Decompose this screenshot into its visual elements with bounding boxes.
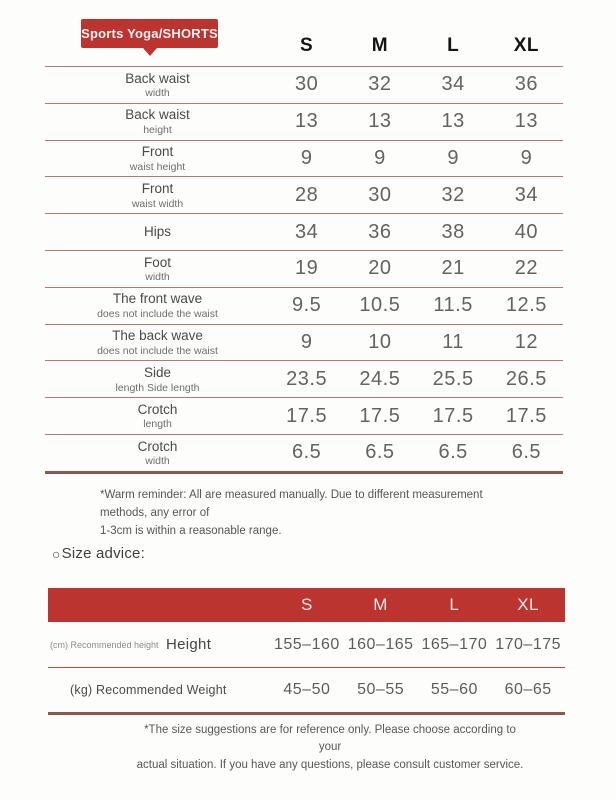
size-header-s: S [300,35,314,56]
footnote-line2: actual situation. If you have any questions, please consult customer service. [136,758,524,771]
size-header-l: L [447,35,460,56]
height-value-s: 155–160 [273,635,340,653]
measurement-value-l: 21 [441,257,465,280]
size-header-m: M [371,35,389,56]
footnote-line1: *The size suggestions are for reference only. Please choose according to your [144,724,516,754]
table-row [45,140,563,177]
advice-header-m: M [373,595,388,614]
recommended-height-row [48,622,565,668]
measurement-label-line1: The back wave [112,328,203,344]
measurement-label [45,144,270,173]
measurement-value-xl: 17.5 [505,404,547,427]
measurement-label-line2: width [145,87,170,100]
weight-row-label [48,668,270,712]
measurement-label-line2: width [145,455,170,468]
table-row [45,103,563,140]
weight-label: (kg) Recommended Weight [70,683,227,697]
measurement-value-m: 30 [368,183,392,206]
measurement-label-line2: height [143,123,172,136]
measurement-value-m: 9 [374,146,386,169]
size-table-rows [45,66,563,471]
weight-value-l: 55–60 [430,681,478,698]
height-label: Height [166,636,212,653]
measurement-label-line1: Foot [143,254,171,270]
measurement-value-s: 6.5 [291,441,322,464]
measurement-label-line1: The front wave [112,291,203,307]
measurement-label [45,328,270,357]
table-row [45,176,563,213]
size-advice-footnote [135,722,525,774]
measurement-value-s: 28 [295,183,319,206]
measurement-label [45,71,270,100]
measurement-value-s: 23.5 [286,367,328,390]
measurement-value-s: 9.5 [291,294,322,317]
weight-value-xl: 60–65 [504,681,552,698]
measurement-value-l: 11.5 [433,294,473,317]
measurement-label-line1: Crotch [137,401,178,417]
height-value-xl: 170–175 [495,635,562,653]
measurement-label-line1: Front [141,181,174,196]
weight-value-m: 50–55 [357,681,405,698]
measurement-label [45,291,270,320]
measurement-value-m: 10.5 [359,294,401,317]
measurement-label-line1: Back waist [125,107,190,123]
measurement-value-l: 6.5 [438,441,468,464]
measurement-value-xl: 26.5 [505,367,547,390]
measurement-value-m: 24.5 [359,367,401,390]
measurement-value-s: 30 [295,73,319,96]
measurement-label [45,255,270,284]
measurement-value-s: 13 [295,110,319,133]
measurement-value-s: 9 [300,146,313,169]
advice-header-s: S [300,595,313,614]
size-advice-heading-text: Size advice: [61,545,145,562]
measurement-label-line1: Side [143,364,172,380]
measurement-value-xl: 12.5 [505,294,547,317]
circle-icon: ○ [52,545,61,562]
measurement-label-line2: width [145,271,170,284]
measurement-label-line2: waist height [129,160,186,173]
advice-table-header-row [48,588,565,622]
measurement-value-xl: 12 [514,330,538,353]
table-row [45,287,563,324]
measurement-value-l: 34 [441,73,465,96]
measurement-label-line2: length Side length [115,381,200,394]
measurement-value-s: 19 [295,257,319,280]
table-row [45,66,563,103]
warm-reminder-line1: *Warm reminder: All are measured manually. Due to different measurement methods, any error of [100,489,483,519]
measurement-label-line1: Front [141,144,174,160]
size-table-header-row [45,26,563,66]
measurement-label-line2: length [143,418,172,431]
measurement-value-xl: 22 [514,257,538,280]
weight-value-s: 45–50 [283,681,331,698]
measurement-value-l: 11 [442,330,464,353]
size-header-xl: XL [513,35,540,56]
advice-header-xl: XL [517,595,540,614]
table-row [45,397,563,434]
measurement-label-line1: Hips [143,224,171,240]
measurement-value-m: 10 [368,330,392,353]
measurement-value-xl: 40 [514,220,538,243]
measurement-value-m: 13 [368,110,392,133]
table-row [45,250,563,287]
advice-header-l: L [449,595,460,614]
measurement-value-m: 20 [368,257,392,280]
warm-reminder-line2: 1-3cm is within a reasonable range. [100,524,282,537]
measurement-value-m: 6.5 [365,441,395,464]
measurement-label [45,439,270,468]
measurement-value-s: 17.5 [286,404,328,427]
measurement-value-l: 25.5 [432,367,474,390]
size-advice-table [48,588,565,715]
height-value-m: 160–165 [347,635,414,653]
height-value-l: 165–170 [421,635,488,653]
measurement-value-s: 9 [300,330,313,353]
measurement-value-m: 32 [368,73,392,96]
table-row [45,434,563,471]
measurement-label [45,402,270,431]
measurement-label-line2: does not include the waist [97,307,218,320]
measurement-value-m: 36 [368,220,392,243]
measurement-label-line1: Crotch [137,438,178,454]
height-unit-note: (cm) Recommended height [50,639,159,650]
measurement-value-m: 17.5 [359,404,401,427]
measurement-label-line1: Back waist [125,70,190,86]
measurement-value-l: 17.5 [432,404,474,427]
measurement-label-line2: does not include the waist [97,344,218,357]
measurement-label-line2: waist width [131,197,184,210]
measurement-label [45,181,270,210]
measurement-label [45,365,270,394]
measurement-value-s: 34 [295,220,319,243]
table-row [45,324,563,361]
warm-reminder-note [100,487,500,540]
measurement-value-xl: 34 [514,183,538,206]
height-row-label [48,622,270,667]
table-row [45,360,563,397]
measurement-label [45,107,270,136]
size-measurements-table [45,26,563,474]
recommended-weight-row [48,668,565,712]
measurement-value-l: 13 [441,110,465,133]
size-advice-heading [52,545,145,562]
badge-title: Sports Yoga/SHORTS [81,26,218,41]
measurement-value-l: 38 [441,220,465,243]
measurement-value-xl: 36 [514,73,538,96]
table-row [45,213,563,250]
measurement-value-xl: 6.5 [511,441,542,464]
measurement-label [45,224,270,240]
measurement-value-l: 9 [447,146,459,169]
measurement-value-xl: 9 [520,146,533,169]
measurement-value-xl: 13 [514,110,538,133]
measurement-value-l: 32 [441,183,465,206]
